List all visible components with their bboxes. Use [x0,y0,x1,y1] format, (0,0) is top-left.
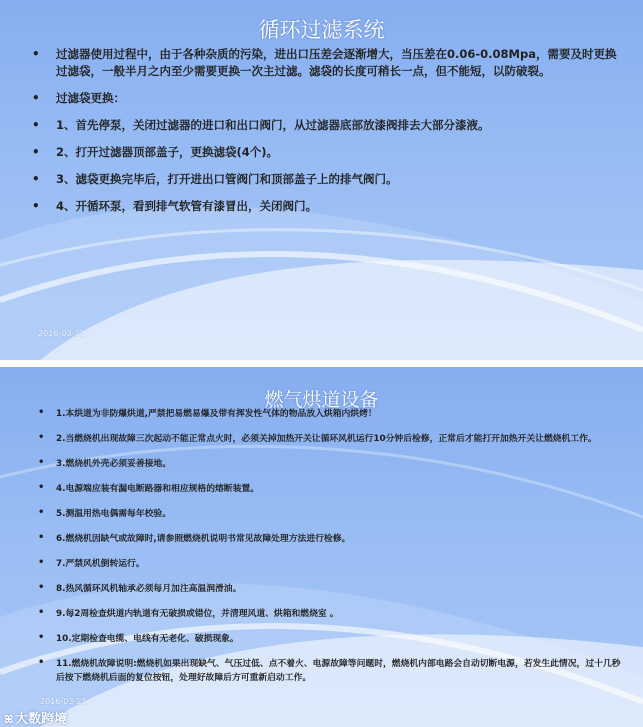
list-item: • 10.定期检查电缆、电线有无老化、破损现象。 [38,632,239,644]
bullet-icon: • [38,657,45,668]
list-item: • 11.燃烧机故障说明:燃烧机如果出现缺气、气压过低、点不着火、电源故障等问题时，燃烧机内部电路会自动切断电源，若发生此情况，过十几秒后按下燃烧机后面的复位按钮，处理好故障后方可重新启动工作。 [38,657,621,683]
bullet-icon: • [38,582,45,593]
list-item: • 9.每2周检查烘道内轨道有无破损或错位，并清理风道、烘箱和燃烧室 。 [38,607,339,619]
watermark-logo: ꕤ 大数跨境 [4,712,68,727]
list-item: • 8.热风循环风机轴承必须每月加注高温润滑油。 [38,582,242,594]
bullet-icon: • [38,407,45,418]
bullet-icon: • [38,532,45,543]
list-item: • 2、打开过滤器顶部盖子，更换滤袋(4个)。 [32,145,279,159]
list-item: • 1.本烘道为非防爆烘道,严禁把易燃易爆及带有挥发性气体的物品放入烘箱内烘烤！ [38,407,377,419]
bullet-list [38,407,623,696]
bullet-icon: • [38,432,45,443]
bullet-icon: • [38,557,45,568]
slide-date: 2016-03-21 [38,329,85,338]
bullet-icon: • [38,457,45,468]
list-item: • 5.测温用热电偶需每年校验。 [38,507,172,519]
bullet-icon: • [32,199,40,213]
bullet-list [32,46,622,225]
bullet-icon: • [38,482,45,493]
slide-title: 燃气烘道设备 [264,389,379,411]
slide-gas-oven [0,367,643,727]
slide-date: 2016-03-21 [40,697,87,706]
slide-title: 循环过滤系统 [258,18,385,42]
bullet-icon: • [38,507,45,518]
slide-circulation-filter [0,0,643,360]
list-item: • 4.电源端应装有漏电断路器和相应规格的熔断装置。 [38,482,259,494]
bullet-icon: • [32,145,40,159]
list-item: • 1、首先停泵，关闭过滤器的进口和出口阀门，从过滤器底部放漆阀排去大部分漆液。 [32,118,490,132]
list-item: • 过滤器使用过程中，由于各种杂质的污染，进出口压差会逐渐增大，当压差在0.06-0.08Mpa，需要及时更换过滤袋，一般半月之内至少需要更换一次主过滤。滤袋的长度可稍长一点，但不能短，以防破裂。 [32,47,617,78]
list-item: • 6.燃烧机因缺气或故障时,请参照燃烧机说明书常见故障处理方法进行检修。 [38,532,351,544]
list-item: • 4、开循环泵，看到排气软管有漆冒出，关闭阀门。 [32,199,317,213]
bullet-icon: • [32,118,40,132]
bullet-icon: • [32,91,40,105]
list-item: • 2.当燃烧机出现故障三次起动不能正常点火时，必须关掉加热开关让循环风机运行10分钟后检修，正常后才能打开加热开关让燃烧机工作。 [38,432,597,444]
bullet-icon: • [38,632,45,643]
bullet-icon: • [32,172,40,186]
list-item: • 3、滤袋更换完毕后，打开进出口管阀门和顶部盖子上的排气阀门。 [32,172,398,186]
bullet-icon: • [38,607,45,618]
list-item: • 过滤袋更换： [32,91,125,105]
bullet-icon: • [32,47,40,61]
list-item: • 3.燃烧机外壳必须妥善接地。 [38,457,172,469]
paw-logo-icon: ꕤ [4,713,14,726]
list-item: • 7.严禁风机倒转运行。 [38,557,145,569]
